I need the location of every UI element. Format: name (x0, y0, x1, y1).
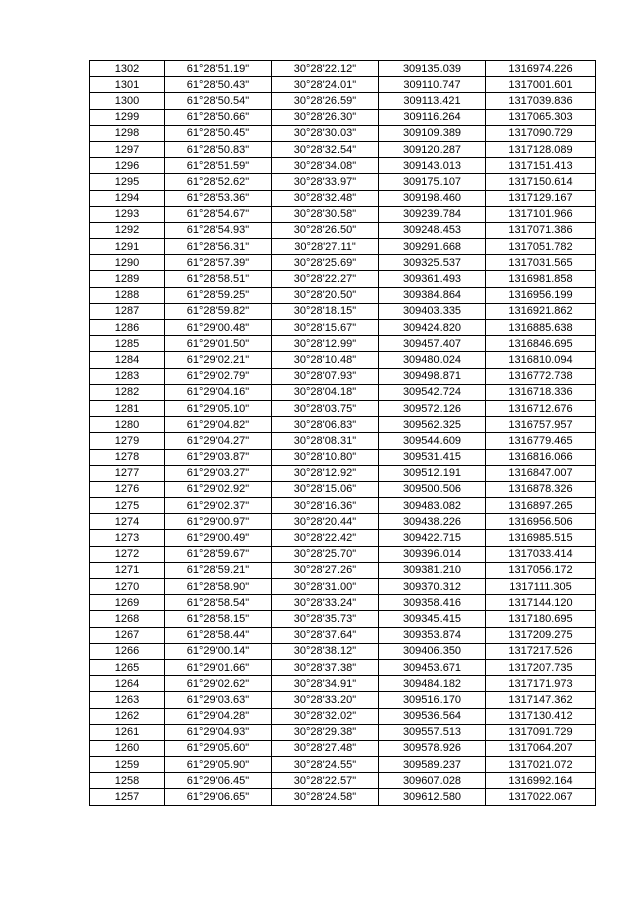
table-row (90, 417, 596, 433)
table-row (90, 789, 596, 805)
table-row (90, 692, 596, 708)
x-coordinate-cell: 309406.350 (379, 643, 486, 659)
coordinates-table-body (90, 61, 596, 806)
table-row (90, 481, 596, 497)
y-coordinate-cell: 1317031.565 (486, 255, 596, 271)
table-row (90, 546, 596, 562)
latitude-cell: 61°28'53.36" (165, 190, 272, 206)
y-coordinate-cell: 1317147.362 (486, 692, 596, 708)
table-row (90, 514, 596, 530)
x-coordinate-cell: 309403.335 (379, 303, 486, 319)
x-coordinate-cell: 309396.014 (379, 546, 486, 562)
point-number-cell: 1299 (90, 109, 165, 125)
latitude-cell: 61°29'01.50" (165, 336, 272, 352)
x-coordinate-cell: 309516.170 (379, 692, 486, 708)
latitude-cell: 61°28'58.44" (165, 627, 272, 643)
longitude-cell: 30°28'22.42" (272, 530, 379, 546)
point-number-cell: 1292 (90, 222, 165, 238)
table-row (90, 740, 596, 756)
latitude-cell: 61°28'50.43" (165, 77, 272, 93)
latitude-cell: 61°29'02.92" (165, 481, 272, 497)
table-row (90, 141, 596, 157)
point-number-cell: 1293 (90, 206, 165, 222)
y-coordinate-cell: 1317090.729 (486, 125, 596, 141)
table-row (90, 659, 596, 675)
y-coordinate-cell: 1317001.601 (486, 77, 596, 93)
latitude-cell: 61°28'50.83" (165, 141, 272, 157)
point-number-cell: 1284 (90, 352, 165, 368)
x-coordinate-cell: 309175.107 (379, 174, 486, 190)
y-coordinate-cell: 1317064.207 (486, 740, 596, 756)
point-number-cell: 1301 (90, 77, 165, 93)
latitude-cell: 61°29'02.37" (165, 498, 272, 514)
point-number-cell: 1296 (90, 158, 165, 174)
point-number-cell: 1300 (90, 93, 165, 109)
point-number-cell: 1294 (90, 190, 165, 206)
latitude-cell: 61°28'52.62" (165, 174, 272, 190)
point-number-cell: 1289 (90, 271, 165, 287)
point-number-cell: 1278 (90, 449, 165, 465)
latitude-cell: 61°28'50.54" (165, 93, 272, 109)
x-coordinate-cell: 309291.668 (379, 239, 486, 255)
x-coordinate-cell: 309498.871 (379, 368, 486, 384)
y-coordinate-cell: 1317071.386 (486, 222, 596, 238)
latitude-cell: 61°28'51.59" (165, 158, 272, 174)
x-coordinate-cell: 309384.864 (379, 287, 486, 303)
point-number-cell: 1297 (90, 141, 165, 157)
point-number-cell: 1263 (90, 692, 165, 708)
table-row (90, 611, 596, 627)
latitude-cell: 61°29'04.16" (165, 384, 272, 400)
longitude-cell: 30°28'15.67" (272, 320, 379, 336)
latitude-cell: 61°28'54.93" (165, 222, 272, 238)
y-coordinate-cell: 1316897.265 (486, 498, 596, 514)
x-coordinate-cell: 309381.210 (379, 562, 486, 578)
point-number-cell: 1267 (90, 627, 165, 643)
longitude-cell: 30°28'24.55" (272, 757, 379, 773)
y-coordinate-cell: 1316956.199 (486, 287, 596, 303)
latitude-cell: 61°29'02.79" (165, 368, 272, 384)
x-coordinate-cell: 309198.460 (379, 190, 486, 206)
latitude-cell: 61°29'04.27" (165, 433, 272, 449)
y-coordinate-cell: 1317129.167 (486, 190, 596, 206)
y-coordinate-cell: 1316956.506 (486, 514, 596, 530)
table-row (90, 498, 596, 514)
latitude-cell: 61°29'03.63" (165, 692, 272, 708)
longitude-cell: 30°28'26.59" (272, 93, 379, 109)
longitude-cell: 30°28'16.36" (272, 498, 379, 514)
latitude-cell: 61°29'05.10" (165, 400, 272, 416)
point-number-cell: 1275 (90, 498, 165, 514)
latitude-cell: 61°28'59.82" (165, 303, 272, 319)
table-row (90, 562, 596, 578)
table-row (90, 627, 596, 643)
table-row (90, 595, 596, 611)
table-row (90, 336, 596, 352)
latitude-cell: 61°28'59.67" (165, 546, 272, 562)
point-number-cell: 1269 (90, 595, 165, 611)
latitude-cell: 61°28'58.15" (165, 611, 272, 627)
x-coordinate-cell: 309557.513 (379, 724, 486, 740)
latitude-cell: 61°29'01.66" (165, 659, 272, 675)
latitude-cell: 61°29'04.28" (165, 708, 272, 724)
x-coordinate-cell: 309110.747 (379, 77, 486, 93)
x-coordinate-cell: 309424.820 (379, 320, 486, 336)
point-number-cell: 1283 (90, 368, 165, 384)
latitude-cell: 61°28'57.39" (165, 255, 272, 271)
longitude-cell: 30°28'37.38" (272, 659, 379, 675)
point-number-cell: 1259 (90, 757, 165, 773)
x-coordinate-cell: 309483.082 (379, 498, 486, 514)
x-coordinate-cell: 309578.926 (379, 740, 486, 756)
latitude-cell: 61°28'58.54" (165, 595, 272, 611)
longitude-cell: 30°28'38.12" (272, 643, 379, 659)
y-coordinate-cell: 1316779.465 (486, 433, 596, 449)
longitude-cell: 30°28'37.64" (272, 627, 379, 643)
latitude-cell: 61°28'50.66" (165, 109, 272, 125)
longitude-cell: 30°28'06.83" (272, 417, 379, 433)
latitude-cell: 61°29'06.65" (165, 789, 272, 805)
x-coordinate-cell: 309589.237 (379, 757, 486, 773)
x-coordinate-cell: 309457.407 (379, 336, 486, 352)
y-coordinate-cell: 1316847.007 (486, 465, 596, 481)
y-coordinate-cell: 1317150.614 (486, 174, 596, 190)
table-row (90, 125, 596, 141)
longitude-cell: 30°28'20.50" (272, 287, 379, 303)
longitude-cell: 30°28'20.44" (272, 514, 379, 530)
latitude-cell: 61°29'06.45" (165, 773, 272, 789)
point-number-cell: 1295 (90, 174, 165, 190)
point-number-cell: 1285 (90, 336, 165, 352)
x-coordinate-cell: 309345.415 (379, 611, 486, 627)
y-coordinate-cell: 1317065.303 (486, 109, 596, 125)
point-number-cell: 1265 (90, 659, 165, 675)
point-number-cell: 1272 (90, 546, 165, 562)
table-row (90, 93, 596, 109)
latitude-cell: 61°28'59.21" (165, 562, 272, 578)
longitude-cell: 30°28'22.12" (272, 61, 379, 77)
latitude-cell: 61°28'50.45" (165, 125, 272, 141)
table-row (90, 773, 596, 789)
point-number-cell: 1276 (90, 481, 165, 497)
longitude-cell: 30°28'15.06" (272, 481, 379, 497)
y-coordinate-cell: 1317207.735 (486, 659, 596, 675)
longitude-cell: 30°28'34.91" (272, 676, 379, 692)
coordinates-table (89, 60, 596, 806)
y-coordinate-cell: 1317180.695 (486, 611, 596, 627)
x-coordinate-cell: 309500.506 (379, 481, 486, 497)
point-number-cell: 1288 (90, 287, 165, 303)
point-number-cell: 1270 (90, 579, 165, 595)
x-coordinate-cell: 309120.287 (379, 141, 486, 157)
x-coordinate-cell: 309512.191 (379, 465, 486, 481)
y-coordinate-cell: 1316816.066 (486, 449, 596, 465)
longitude-cell: 30°28'34.08" (272, 158, 379, 174)
latitude-cell: 61°28'51.19" (165, 61, 272, 77)
latitude-cell: 61°28'58.51" (165, 271, 272, 287)
y-coordinate-cell: 1317101.966 (486, 206, 596, 222)
latitude-cell: 61°29'00.97" (165, 514, 272, 530)
longitude-cell: 30°28'29.38" (272, 724, 379, 740)
x-coordinate-cell: 309143.013 (379, 158, 486, 174)
point-number-cell: 1281 (90, 400, 165, 416)
y-coordinate-cell: 1316712.676 (486, 400, 596, 416)
table-row (90, 287, 596, 303)
longitude-cell: 30°28'32.02" (272, 708, 379, 724)
point-number-cell: 1286 (90, 320, 165, 336)
longitude-cell: 30°28'07.93" (272, 368, 379, 384)
y-coordinate-cell: 1316981.858 (486, 271, 596, 287)
longitude-cell: 30°28'04.18" (272, 384, 379, 400)
longitude-cell: 30°28'03.75" (272, 400, 379, 416)
latitude-cell: 61°29'00.48" (165, 320, 272, 336)
y-coordinate-cell: 1316921.862 (486, 303, 596, 319)
table-row (90, 449, 596, 465)
latitude-cell: 61°29'03.87" (165, 449, 272, 465)
y-coordinate-cell: 1317033.414 (486, 546, 596, 562)
latitude-cell: 61°29'04.82" (165, 417, 272, 433)
latitude-cell: 61°29'00.14" (165, 643, 272, 659)
x-coordinate-cell: 309325.537 (379, 255, 486, 271)
y-coordinate-cell: 1317130.412 (486, 708, 596, 724)
x-coordinate-cell: 309572.126 (379, 400, 486, 416)
point-number-cell: 1280 (90, 417, 165, 433)
y-coordinate-cell: 1317217.526 (486, 643, 596, 659)
table-row (90, 384, 596, 400)
x-coordinate-cell: 309480.024 (379, 352, 486, 368)
x-coordinate-cell: 309607.028 (379, 773, 486, 789)
table-row (90, 271, 596, 287)
table-row (90, 222, 596, 238)
x-coordinate-cell: 309438.226 (379, 514, 486, 530)
latitude-cell: 61°28'59.25" (165, 287, 272, 303)
y-coordinate-cell: 1317209.275 (486, 627, 596, 643)
longitude-cell: 30°28'10.48" (272, 352, 379, 368)
table-row (90, 320, 596, 336)
y-coordinate-cell: 1316846.695 (486, 336, 596, 352)
y-coordinate-cell: 1317091.729 (486, 724, 596, 740)
point-number-cell: 1273 (90, 530, 165, 546)
latitude-cell: 61°29'05.90" (165, 757, 272, 773)
table-row (90, 433, 596, 449)
y-coordinate-cell: 1316992.164 (486, 773, 596, 789)
latitude-cell: 61°29'02.62" (165, 676, 272, 692)
x-coordinate-cell: 309422.715 (379, 530, 486, 546)
table-row (90, 724, 596, 740)
x-coordinate-cell: 309361.493 (379, 271, 486, 287)
y-coordinate-cell: 1317171.973 (486, 676, 596, 692)
x-coordinate-cell: 309536.564 (379, 708, 486, 724)
longitude-cell: 30°28'35.73" (272, 611, 379, 627)
point-number-cell: 1274 (90, 514, 165, 530)
point-number-cell: 1282 (90, 384, 165, 400)
latitude-cell: 61°29'02.21" (165, 352, 272, 368)
y-coordinate-cell: 1316878.326 (486, 481, 596, 497)
longitude-cell: 30°28'08.31" (272, 433, 379, 449)
latitude-cell: 61°28'56.31" (165, 239, 272, 255)
point-number-cell: 1290 (90, 255, 165, 271)
latitude-cell: 61°29'04.93" (165, 724, 272, 740)
y-coordinate-cell: 1317144.120 (486, 595, 596, 611)
longitude-cell: 30°28'33.24" (272, 595, 379, 611)
table-row (90, 61, 596, 77)
longitude-cell: 30°28'30.03" (272, 125, 379, 141)
point-number-cell: 1261 (90, 724, 165, 740)
y-coordinate-cell: 1316757.957 (486, 417, 596, 433)
longitude-cell: 30°28'10.80" (272, 449, 379, 465)
table-row (90, 255, 596, 271)
y-coordinate-cell: 1317111.305 (486, 579, 596, 595)
point-number-cell: 1302 (90, 61, 165, 77)
y-coordinate-cell: 1317021.072 (486, 757, 596, 773)
x-coordinate-cell: 309544.609 (379, 433, 486, 449)
table-row (90, 206, 596, 222)
longitude-cell: 30°28'12.99" (272, 336, 379, 352)
table-row (90, 109, 596, 125)
latitude-cell: 61°29'00.49" (165, 530, 272, 546)
x-coordinate-cell: 309370.312 (379, 579, 486, 595)
x-coordinate-cell: 309353.874 (379, 627, 486, 643)
y-coordinate-cell: 1317056.172 (486, 562, 596, 578)
longitude-cell: 30°28'24.01" (272, 77, 379, 93)
table-row (90, 465, 596, 481)
y-coordinate-cell: 1316718.336 (486, 384, 596, 400)
y-coordinate-cell: 1316885.638 (486, 320, 596, 336)
y-coordinate-cell: 1316810.094 (486, 352, 596, 368)
y-coordinate-cell: 1317039.836 (486, 93, 596, 109)
y-coordinate-cell: 1317022.067 (486, 789, 596, 805)
longitude-cell: 30°28'32.48" (272, 190, 379, 206)
point-number-cell: 1279 (90, 433, 165, 449)
table-row (90, 643, 596, 659)
longitude-cell: 30°28'18.15" (272, 303, 379, 319)
longitude-cell: 30°28'26.30" (272, 109, 379, 125)
x-coordinate-cell: 309116.264 (379, 109, 486, 125)
longitude-cell: 30°28'27.26" (272, 562, 379, 578)
longitude-cell: 30°28'22.27" (272, 271, 379, 287)
longitude-cell: 30°28'26.50" (272, 222, 379, 238)
table-row (90, 530, 596, 546)
table-row (90, 239, 596, 255)
latitude-cell: 61°29'05.60" (165, 740, 272, 756)
point-number-cell: 1264 (90, 676, 165, 692)
point-number-cell: 1260 (90, 740, 165, 756)
table-row (90, 676, 596, 692)
y-coordinate-cell: 1316974.226 (486, 61, 596, 77)
x-coordinate-cell: 309239.784 (379, 206, 486, 222)
point-number-cell: 1268 (90, 611, 165, 627)
table-row (90, 352, 596, 368)
table-row (90, 303, 596, 319)
longitude-cell: 30°28'25.69" (272, 255, 379, 271)
point-number-cell: 1287 (90, 303, 165, 319)
table-row (90, 757, 596, 773)
longitude-cell: 30°28'31.00" (272, 579, 379, 595)
table-row (90, 190, 596, 206)
table-row (90, 77, 596, 93)
point-number-cell: 1277 (90, 465, 165, 481)
longitude-cell: 30°28'27.11" (272, 239, 379, 255)
x-coordinate-cell: 309542.724 (379, 384, 486, 400)
point-number-cell: 1271 (90, 562, 165, 578)
longitude-cell: 30°28'27.48" (272, 740, 379, 756)
y-coordinate-cell: 1316772.738 (486, 368, 596, 384)
latitude-cell: 61°28'54.67" (165, 206, 272, 222)
x-coordinate-cell: 309109.389 (379, 125, 486, 141)
longitude-cell: 30°28'25.70" (272, 546, 379, 562)
latitude-cell: 61°29'03.27" (165, 465, 272, 481)
longitude-cell: 30°28'12.92" (272, 465, 379, 481)
longitude-cell: 30°28'33.20" (272, 692, 379, 708)
x-coordinate-cell: 309358.416 (379, 595, 486, 611)
x-coordinate-cell: 309562.325 (379, 417, 486, 433)
point-number-cell: 1298 (90, 125, 165, 141)
point-number-cell: 1291 (90, 239, 165, 255)
x-coordinate-cell: 309113.421 (379, 93, 486, 109)
x-coordinate-cell: 309453.671 (379, 659, 486, 675)
y-coordinate-cell: 1317128.089 (486, 141, 596, 157)
x-coordinate-cell: 309531.415 (379, 449, 486, 465)
table-row (90, 708, 596, 724)
table-row (90, 158, 596, 174)
longitude-cell: 30°28'32.54" (272, 141, 379, 157)
point-number-cell: 1258 (90, 773, 165, 789)
point-number-cell: 1262 (90, 708, 165, 724)
point-number-cell: 1257 (90, 789, 165, 805)
x-coordinate-cell: 309612.580 (379, 789, 486, 805)
longitude-cell: 30°28'33.97" (272, 174, 379, 190)
x-coordinate-cell: 309135.039 (379, 61, 486, 77)
table-row (90, 400, 596, 416)
longitude-cell: 30°28'22.57" (272, 773, 379, 789)
table-row (90, 579, 596, 595)
longitude-cell: 30°28'24.58" (272, 789, 379, 805)
y-coordinate-cell: 1317051.782 (486, 239, 596, 255)
longitude-cell: 30°28'30.58" (272, 206, 379, 222)
latitude-cell: 61°28'58.90" (165, 579, 272, 595)
y-coordinate-cell: 1316985.515 (486, 530, 596, 546)
x-coordinate-cell: 309248.453 (379, 222, 486, 238)
table-row (90, 174, 596, 190)
x-coordinate-cell: 309484.182 (379, 676, 486, 692)
table-row (90, 368, 596, 384)
y-coordinate-cell: 1317151.413 (486, 158, 596, 174)
point-number-cell: 1266 (90, 643, 165, 659)
